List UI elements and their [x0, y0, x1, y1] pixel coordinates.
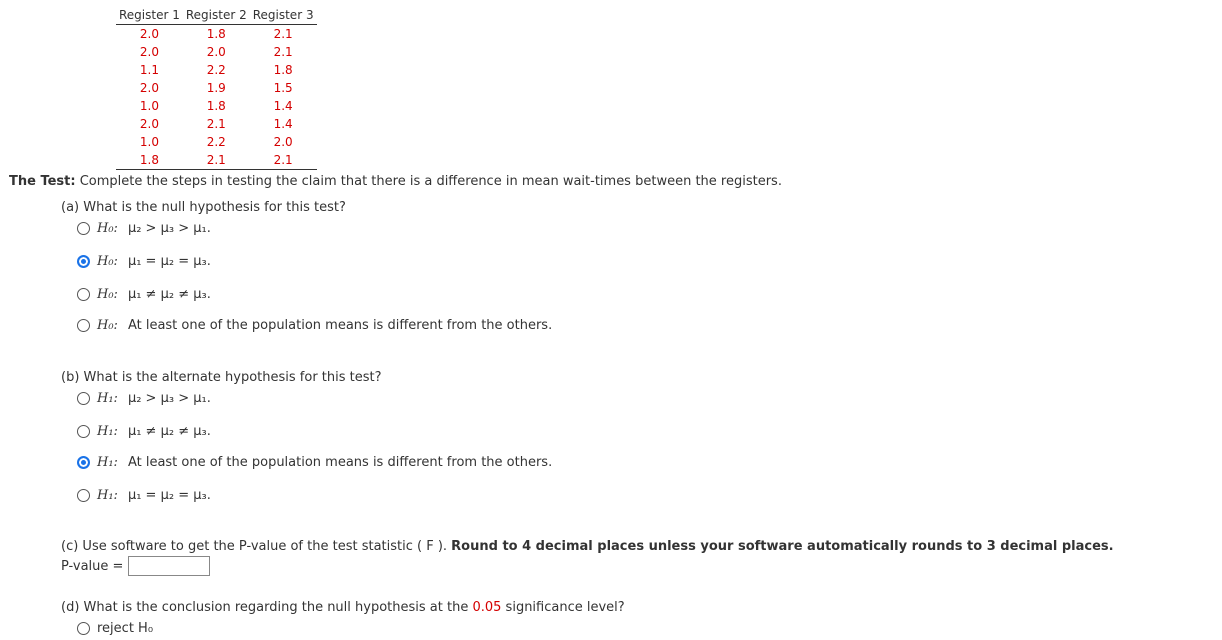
test-statement: [9, 174, 782, 189]
table-cell: 2.2: [206, 135, 226, 149]
option-b-3[interactable]: [77, 454, 552, 470]
table-cell: 1.4: [273, 117, 293, 131]
question-b: (b) What is the alternate hypothesis for this test?: [61, 370, 382, 385]
question-d-post: significance level?: [501, 600, 625, 615]
table-cell: 2.1: [273, 45, 293, 59]
h0-label: H₀:: [97, 317, 118, 333]
table-cell: 2.1: [250, 151, 317, 170]
test-label: The Test:: [9, 174, 76, 189]
table-row: [116, 25, 317, 44]
table-cell: 2.0: [139, 27, 159, 41]
question-c-bold: Round to 4 decimal places unless your software automatically rounds to 3 decimal places.: [451, 539, 1114, 554]
table-cell: 1.9: [206, 81, 226, 95]
alpha-value: 0.05: [472, 600, 502, 615]
table-row: [116, 79, 317, 97]
option-b-4[interactable]: [77, 487, 211, 503]
radio-button-selected[interactable]: [77, 456, 90, 469]
table-cell: 1.8: [273, 63, 293, 77]
h0-label: H₀:: [97, 286, 118, 302]
option-text: reject H₀: [97, 620, 154, 636]
radio-button[interactable]: [77, 392, 90, 405]
h1-label: H₁:: [97, 423, 118, 439]
table-row: [116, 97, 317, 115]
option-text: At least one of the population means is different from the others.: [127, 454, 553, 470]
radio-button[interactable]: [77, 489, 90, 502]
question-d: [61, 600, 625, 615]
table-cell: 2.0: [139, 81, 159, 95]
option-text: μ₁ ≠ μ₂ ≠ μ₃.: [127, 423, 211, 439]
radio-button[interactable]: [77, 222, 90, 235]
table-header-row: [116, 6, 317, 25]
table-cell: 2.0: [139, 117, 159, 131]
header-register-2: Register 2: [183, 6, 250, 25]
option-text: μ₁ = μ₂ = μ₃.: [127, 487, 211, 503]
option-a-4[interactable]: [77, 317, 552, 333]
radio-button[interactable]: [77, 425, 90, 438]
table-row: [116, 43, 317, 61]
option-d-1[interactable]: [77, 620, 153, 636]
question-c: [61, 539, 1114, 554]
table-cell: 1.4: [273, 99, 293, 113]
data-table: [116, 6, 317, 170]
radio-button-selected[interactable]: [77, 255, 90, 268]
table-cell: 2.1: [273, 27, 293, 41]
option-text: μ₂ > μ₃ > μ₁.: [127, 390, 211, 406]
table-cell: 1.0: [139, 135, 159, 149]
h1-label: H₁:: [97, 390, 118, 406]
h1-label: H₁:: [97, 487, 118, 503]
radio-button[interactable]: [77, 288, 90, 301]
table-cell: 2.1: [183, 151, 250, 170]
table-row: [116, 133, 317, 151]
option-text: μ₁ = μ₂ = μ₃.: [127, 253, 211, 269]
table-cell: 2.2: [206, 63, 226, 77]
option-a-1[interactable]: [77, 220, 211, 236]
radio-button[interactable]: [77, 622, 90, 635]
table-row: [116, 115, 317, 133]
option-b-1[interactable]: [77, 390, 211, 406]
header-register-1: Register 1: [116, 6, 183, 25]
option-a-2[interactable]: [77, 253, 211, 269]
h0-label: H₀:: [97, 220, 118, 236]
option-text: μ₂ > μ₃ > μ₁.: [127, 220, 211, 236]
h1-label: H₁:: [97, 454, 118, 470]
table-cell: 1.5: [273, 81, 293, 95]
header-register-3: Register 3: [250, 6, 317, 25]
table-cell: 1.8: [116, 151, 183, 170]
table-row: [116, 61, 317, 79]
option-text: μ₁ ≠ μ₂ ≠ μ₃.: [127, 286, 211, 302]
option-a-3[interactable]: [77, 286, 211, 302]
table-cell: 2.1: [206, 117, 226, 131]
table-cell: 1.8: [206, 99, 226, 113]
pvalue-input[interactable]: [128, 556, 210, 576]
question-c-text: (c) Use software to get the P-value of the test statistic ( F ).: [61, 539, 452, 554]
option-b-2[interactable]: [77, 423, 211, 439]
test-text: Complete the steps in testing the claim that there is a difference in mean wait-times between the registers.: [75, 174, 782, 189]
radio-button[interactable]: [77, 319, 90, 332]
h0-label: H₀:: [97, 253, 118, 269]
table-cell: 2.0: [273, 135, 293, 149]
table-row: [116, 151, 317, 170]
option-text: At least one of the population means is different from the others.: [127, 317, 553, 333]
table-cell: 2.0: [206, 45, 226, 59]
question-a: (a) What is the null hypothesis for this test?: [61, 200, 346, 215]
pvalue-label: P-value =: [61, 559, 124, 574]
table-cell: 1.1: [139, 63, 159, 77]
table-cell: 1.8: [206, 27, 226, 41]
table-cell: 2.0: [139, 45, 159, 59]
table-cell: 1.0: [139, 99, 159, 113]
question-d-pre: (d) What is the conclusion regarding the null hypothesis at the: [61, 600, 473, 615]
